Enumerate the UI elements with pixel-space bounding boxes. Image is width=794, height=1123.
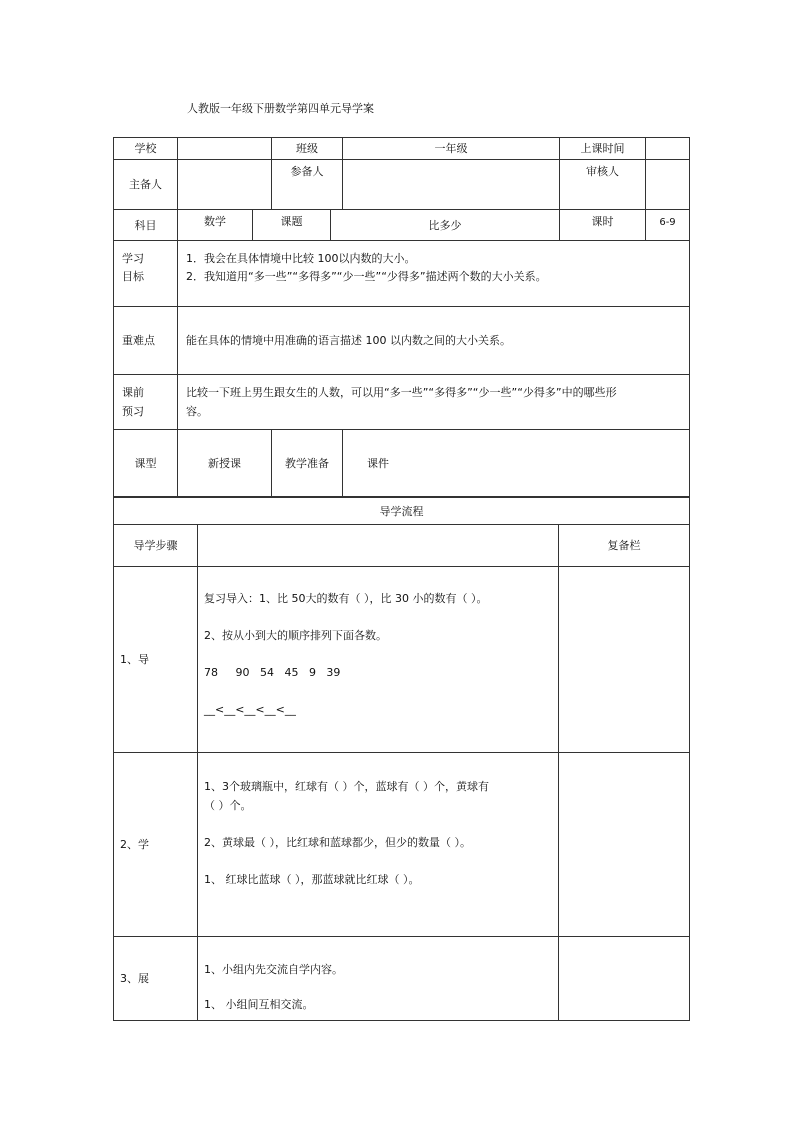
school-value[interactable] [178,138,272,160]
topic-value[interactable]: 比多少 [331,210,560,241]
preview-line-1: 比较一下班上男生跟女生的人数，可以用“多一些”“多得多”“少一些”“少得多”中的哪些形 [186,386,617,399]
learning-goals-label-line2: 目标 [122,270,144,283]
step-line: 1、 红球比蓝球（ ），那蓝球就比红球（ ）。 [204,873,420,886]
preview-line-2: 容。 [186,405,208,418]
learning-goals-label-line1: 学习 [122,252,144,265]
key-points-label: 重难点 [114,307,178,375]
preview-label [114,375,178,430]
step-content [198,753,559,937]
subject-value[interactable]: 数学 [178,210,253,241]
class-label: 班级 [272,138,343,160]
lesson-type-value[interactable]: 新授课 [178,430,272,497]
preview-label-line2: 预习 [122,405,144,418]
participants-value[interactable] [343,160,560,210]
lesson-info-table [113,137,690,497]
column-header-content [198,525,559,567]
learning-goals-label [114,241,178,307]
step-label: 2、学 [114,753,198,937]
reviewer-label: 审核人 [560,160,646,210]
lead-preparer-value[interactable] [178,160,272,210]
step-label: 3、展 [114,937,198,1021]
subject-label: 科目 [114,210,178,241]
step-line: 1、小组内先交流自学内容。 [204,963,343,976]
step-line: 78 90 54 45 9 39 [204,666,341,679]
step-line: __<__<__<__<__ [204,703,296,716]
step-notes[interactable] [559,753,690,937]
teaching-prep-label: 教学准备 [272,430,343,497]
step-notes[interactable] [559,567,690,753]
key-points-content: 能在具体的情境中用准确的语言描述 100 以内数之间的大小关系。 [178,307,690,375]
column-header-notes: 复备栏 [559,525,690,567]
lesson-type-label: 课型 [114,430,178,497]
document-title: 人教版一年级下册数学第四单元导学案 [187,102,374,115]
step-line: 2、黄球最（ ），比红球和蓝球都少，但少的数量（ ）。 [204,836,471,849]
step-line: 复习导入：1、比 50大的数有（ ），比 30 小的数有（ ）。 [204,592,488,605]
guided-flow-table [113,497,690,1021]
school-label: 学校 [114,138,178,160]
lead-preparer-label: 主备人 [114,160,178,210]
step-notes[interactable] [559,937,690,1021]
column-header-steps: 导学步骤 [114,525,198,567]
flow-title: 导学流程 [114,498,690,525]
class-value[interactable]: 一年级 [343,138,560,160]
learning-goals-content [178,241,690,307]
step-label: 1、导 [114,567,198,753]
step-content [198,937,559,1021]
period-value[interactable]: 6-9 [646,210,690,241]
step-line: 1、3个玻璃瓶中，红球有（ ）个，蓝球有（ ）个，黄球有 [204,780,489,793]
step-line: 1、 小组间互相交流。 [204,998,314,1011]
step-line: （ ）个。 [204,799,252,812]
topic-label: 课题 [253,210,331,241]
teaching-prep-value[interactable]: 课件 [343,430,690,497]
participants-label: 参备人 [272,160,343,210]
learning-goal-item-2: 2．我知道用“多一些”“多得多”“少一些”“少得多”描述两个数的大小关系。 [186,270,547,283]
step-line: 2、按从小到大的顺序排列下面各数。 [204,629,387,642]
step-content [198,567,559,753]
learning-goal-item-1: 1．我会在具体情境中比较 100以内数的大小。 [186,252,416,265]
period-label: 课时 [560,210,646,241]
preview-content [178,375,690,430]
preview-label-line1: 课前 [122,386,144,399]
class-time-label: 上课时间 [560,138,646,160]
reviewer-value[interactable] [646,160,690,210]
class-time-value[interactable] [646,138,690,160]
